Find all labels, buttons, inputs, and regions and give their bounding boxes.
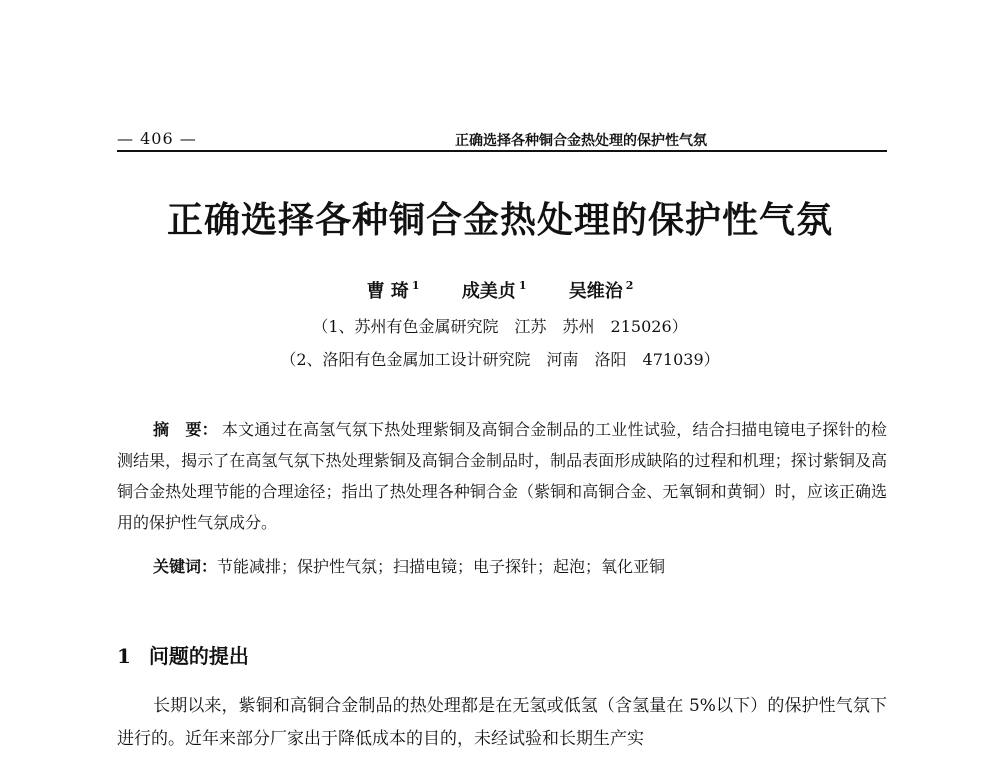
abstract-label: 摘 要：	[153, 420, 218, 439]
author-affiliation-mark: 1	[518, 279, 527, 292]
body-paragraph	[117, 690, 887, 756]
keywords-text: 节能减排；保护性气氛；扫描电镜；电子探针；起泡；氧化亚铜	[217, 557, 666, 576]
author	[569, 281, 634, 302]
article-title: 正确选择各种铜合金热处理的保护性气氛	[166, 199, 833, 241]
abstract	[117, 414, 887, 538]
affiliation-1: （1、苏州有色金属研究院 江苏 苏州 215026）	[312, 317, 688, 336]
running-header-title: 正确选择各种铜合金热处理的保护性气氛	[455, 133, 707, 149]
running-header	[117, 128, 887, 152]
author-name: 吴维治	[568, 281, 623, 302]
page-number: — 406 —	[117, 129, 197, 148]
affiliation-2: （2、洛阳有色金属加工设计研究院 河南 洛阳 471039）	[280, 350, 720, 369]
author-name: 曹 琦	[366, 281, 409, 302]
author	[367, 281, 420, 302]
section-number: 1	[117, 644, 131, 668]
author-affiliation-mark: 1	[411, 279, 420, 292]
abstract-text: 本文通过在高氢气氛下热处理紫铜及高铜合金制品的工业性试验，结合扫描电镜电子探针的检测结果，揭示了在高氢气氛下热处理紫铜及高铜合金制品时，制品表面形成缺陷的过程和机理；探讨紫铜及高铜合金热处理节能的合理途径；指出了热处理各种铜合金（紫铜和高铜合金、无氧铜和黄铜）时，应该正确选用的保护性气氛成分。	[117, 420, 887, 532]
author-affiliation-mark: 2	[625, 279, 634, 292]
author-name: 成美贞	[461, 281, 516, 302]
keywords-label: 关键词：	[153, 557, 218, 576]
keywords	[153, 555, 887, 579]
author	[462, 281, 527, 302]
section-heading	[117, 640, 249, 669]
author-list	[0, 277, 1000, 303]
section-title: 问题的提出	[148, 644, 249, 668]
body-paragraph-text: 长期以来，紫铜和高铜合金制品的热处理都是在无氢或低氢（含氢量在 5%以下）的保护性气氛下进行的。近年来部分厂家出于降低成本的目的，未经试验和长期生产实	[117, 696, 887, 749]
